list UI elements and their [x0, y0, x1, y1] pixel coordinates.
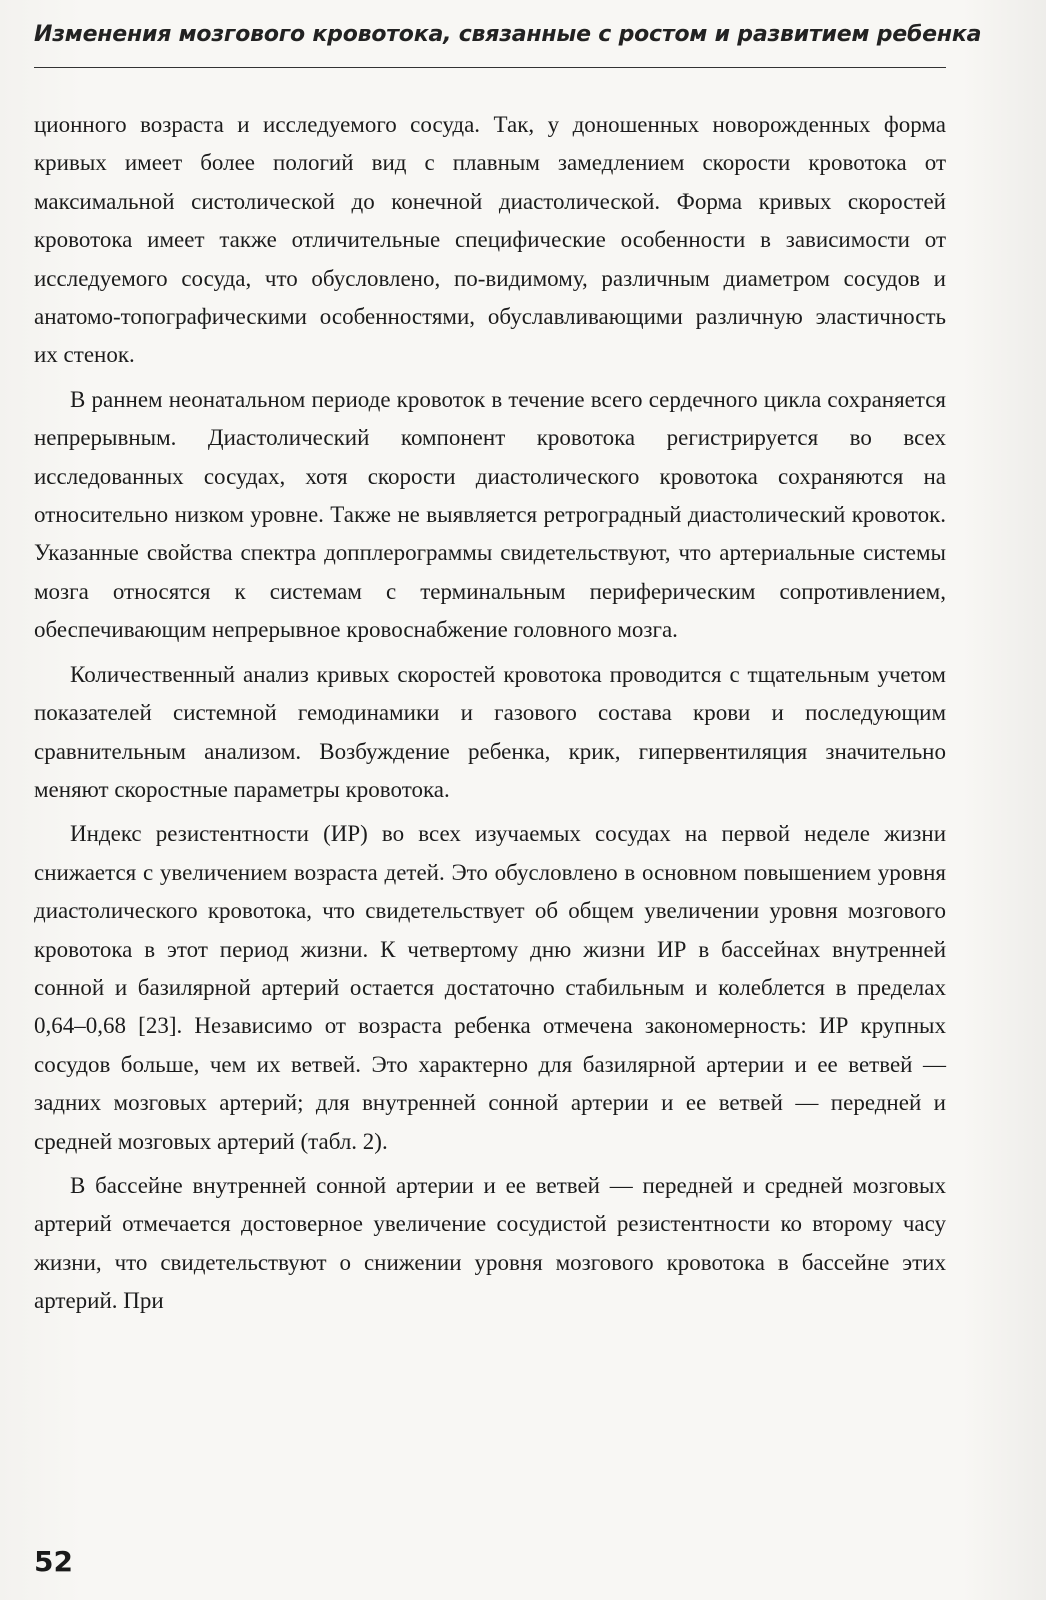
paragraph-2: В раннем неонатальном периоде кровоток в течение всего сердечного цикла сохраняется непрерывным. Диастолический компонент кровотока регистрируется во всех исследованных сосудах, хотя скорости диастолического кровотока сохраняются на относительно низком уровне. Также не выявляется ретроградный диастолический кровоток. Указанные свойства спектра допплерограммы свидетельствуют, что артериальные системы мозга относятся к системам с терминальным периферическим сопротивлением, обеспечивающим непрерывное кровоснабжение головного мозга.	[34, 386, 946, 643]
paragraph-3: Количественный анализ кривых скоростей кровотока проводится с тщательным учетом показателей системной гемодинамики и газового состава крови и последующим сравнительным анализом. Возбуждение ребенка, крик, гипервентиляция значительно меняют скоростные параметры кровотока.	[34, 661, 946, 802]
page-number: 52	[34, 1545, 73, 1578]
paragraph-5: В бассейне внутренней сонной артерии и ее ветвей — передней и средней мозговых артерий отмечается достоверное увеличение сосудистой резистентности ко второму часу жизни, что свидетельствуют о снижении уровня мозгового кровотока в бассейне этих артерий. При	[34, 1172, 946, 1314]
paragraph-1: ционного возраста и исследуемого сосуда. Так, у доношенных новорожденных форма кривых имеет более пологий вид с плавным замедлением скорости кровотока от максимальной систолической до конечной диастолической. Форма кривых скоростей кровотока имеет также отличительные специфические особенности в зависимости от исследуемого сосуда, что обусловлено, по-видимому, различным диаметром сосудов и анатомо-топографическими особенностями, обуславливающими различную эластичность их стенок.	[34, 112, 946, 368]
paragraph-4: Индекс резистентности (ИР) во всех изучаемых сосудах на первой неделе жизни снижается с увеличением возраста детей. Это обусловлено в основном повышением уровня диастолического кровотока, что свидетельствует об общем увеличении уровня мозгового кровотока в этот период жизни. К четвертому дню жизни ИР в бассейнах внутренней сонной и базилярной артерий остается достаточно стабильным и колеблется в пределах 0,64–0,68 [23]. Независимо от возраста ребенка отмечена закономерность: ИР крупных сосудов больше, чем их ветвей. Это характерно для базилярной артерии и ее ветвей — задних мозговых артерий; для внутренней сонной артерии и ее ветвей — передней и средней мозговых артерий (табл. 2).	[34, 821, 946, 1154]
header-rule	[34, 67, 946, 68]
body-text	[34, 106, 946, 1327]
running-head: Изменения мозгового кровотока, связанные с ростом и развитием ребенка	[34, 22, 982, 47]
